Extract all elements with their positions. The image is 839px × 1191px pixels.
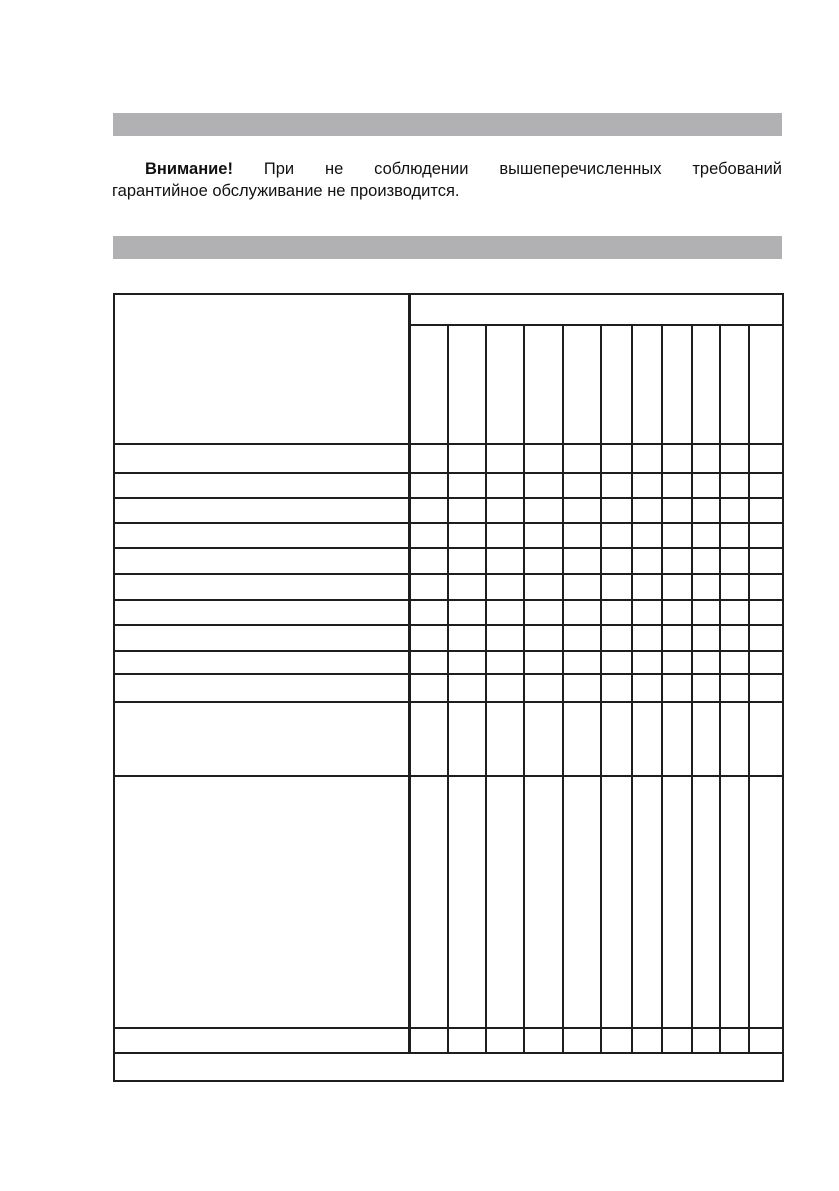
body-cell bbox=[448, 1028, 486, 1053]
body-cell bbox=[662, 600, 692, 625]
row-label-cell bbox=[114, 444, 409, 473]
body-cell bbox=[632, 625, 662, 651]
body-cell bbox=[692, 625, 720, 651]
body-cell bbox=[448, 523, 486, 548]
body-cell bbox=[662, 574, 692, 600]
body-cell bbox=[524, 674, 563, 702]
body-cell bbox=[563, 548, 601, 574]
body-cell bbox=[409, 651, 448, 674]
body-cell bbox=[632, 776, 662, 1028]
body-cell bbox=[632, 498, 662, 523]
row-label-cell bbox=[114, 548, 409, 574]
body-cell bbox=[409, 674, 448, 702]
body-cell bbox=[409, 1028, 448, 1053]
body-cell bbox=[524, 498, 563, 523]
body-cell bbox=[632, 523, 662, 548]
body-cell bbox=[409, 548, 448, 574]
body-cell bbox=[749, 776, 783, 1028]
row-label-cell bbox=[114, 473, 409, 498]
body-cell bbox=[632, 702, 662, 776]
body-cell bbox=[601, 674, 632, 702]
body-cell bbox=[632, 548, 662, 574]
body-cell bbox=[692, 574, 720, 600]
body-cell bbox=[448, 651, 486, 674]
body-cell bbox=[601, 776, 632, 1028]
body-cell bbox=[662, 498, 692, 523]
body-cell bbox=[601, 574, 632, 600]
body-cell bbox=[486, 444, 524, 473]
body-cell bbox=[749, 625, 783, 651]
warning-text-line1: При не соблюдении вышеперечисленных требований bbox=[263, 160, 782, 178]
body-cell bbox=[662, 548, 692, 574]
body-cell bbox=[486, 674, 524, 702]
column-header-cell bbox=[524, 325, 563, 444]
body-cell bbox=[601, 600, 632, 625]
body-cell bbox=[524, 702, 563, 776]
body-cell bbox=[563, 674, 601, 702]
body-cell bbox=[563, 523, 601, 548]
body-cell bbox=[720, 600, 749, 625]
body-cell bbox=[749, 548, 783, 574]
body-cell bbox=[632, 674, 662, 702]
spanning-header-cell bbox=[409, 294, 783, 325]
body-cell bbox=[448, 498, 486, 523]
body-cell bbox=[692, 776, 720, 1028]
row-label-cell bbox=[114, 625, 409, 651]
body-cell bbox=[720, 674, 749, 702]
column-header-cell bbox=[448, 325, 486, 444]
body-cell bbox=[720, 651, 749, 674]
body-cell bbox=[692, 674, 720, 702]
body-cell bbox=[749, 473, 783, 498]
warning-line-1 bbox=[112, 158, 782, 180]
column-header-cell bbox=[692, 325, 720, 444]
body-cell bbox=[563, 651, 601, 674]
section-divider-bar-top bbox=[113, 113, 782, 136]
body-cell bbox=[524, 473, 563, 498]
body-cell bbox=[749, 600, 783, 625]
body-cell bbox=[563, 473, 601, 498]
body-cell bbox=[601, 444, 632, 473]
column-header-cell bbox=[409, 325, 448, 444]
body-cell bbox=[720, 776, 749, 1028]
body-cell bbox=[486, 625, 524, 651]
body-cell bbox=[486, 574, 524, 600]
body-cell bbox=[524, 548, 563, 574]
body-cell bbox=[632, 1028, 662, 1053]
row-label-cell bbox=[114, 523, 409, 548]
body-cell bbox=[662, 523, 692, 548]
warning-text-line2: гарантийное обслуживание не производится. bbox=[112, 182, 460, 200]
column-header-cell bbox=[749, 325, 783, 444]
column-header-cell bbox=[662, 325, 692, 444]
body-cell bbox=[524, 776, 563, 1028]
row-label-cell bbox=[114, 651, 409, 674]
body-cell bbox=[632, 444, 662, 473]
body-cell bbox=[720, 548, 749, 574]
body-cell bbox=[409, 600, 448, 625]
body-cell bbox=[409, 702, 448, 776]
row-label-cell bbox=[114, 600, 409, 625]
body-cell bbox=[662, 625, 692, 651]
body-cell bbox=[692, 444, 720, 473]
body-cell bbox=[409, 625, 448, 651]
row-label-cell bbox=[114, 674, 409, 702]
body-cell bbox=[563, 702, 601, 776]
body-cell bbox=[662, 702, 692, 776]
body-cell bbox=[662, 651, 692, 674]
body-cell bbox=[692, 498, 720, 523]
body-cell bbox=[720, 498, 749, 523]
body-cell bbox=[563, 444, 601, 473]
row-label-cell bbox=[114, 498, 409, 523]
column-header-cell bbox=[601, 325, 632, 444]
body-cell bbox=[749, 444, 783, 473]
body-cell bbox=[601, 1028, 632, 1053]
body-cell bbox=[486, 600, 524, 625]
body-cell bbox=[632, 574, 662, 600]
body-cell bbox=[662, 1028, 692, 1053]
body-cell bbox=[563, 625, 601, 651]
body-cell bbox=[720, 444, 749, 473]
body-cell bbox=[486, 776, 524, 1028]
body-cell bbox=[524, 651, 563, 674]
body-cell bbox=[409, 523, 448, 548]
body-cell bbox=[720, 473, 749, 498]
body-cell bbox=[720, 523, 749, 548]
body-cell bbox=[524, 1028, 563, 1053]
body-cell bbox=[448, 674, 486, 702]
body-cell bbox=[486, 523, 524, 548]
body-cell bbox=[524, 625, 563, 651]
body-cell bbox=[662, 674, 692, 702]
body-cell bbox=[563, 498, 601, 523]
body-cell bbox=[692, 548, 720, 574]
body-cell bbox=[749, 574, 783, 600]
body-cell bbox=[409, 776, 448, 1028]
body-cell bbox=[486, 702, 524, 776]
body-cell bbox=[692, 651, 720, 674]
body-cell bbox=[720, 702, 749, 776]
body-cell bbox=[448, 444, 486, 473]
body-cell bbox=[692, 473, 720, 498]
body-cell bbox=[749, 702, 783, 776]
body-cell bbox=[448, 600, 486, 625]
body-cell bbox=[524, 444, 563, 473]
body-cell bbox=[692, 600, 720, 625]
footer-cell bbox=[114, 1053, 783, 1081]
body-cell bbox=[486, 473, 524, 498]
body-cell bbox=[692, 1028, 720, 1053]
column-header-cell bbox=[486, 325, 524, 444]
body-cell bbox=[720, 574, 749, 600]
body-cell bbox=[749, 651, 783, 674]
body-cell bbox=[448, 776, 486, 1028]
warning-label: Внимание! bbox=[145, 160, 233, 178]
body-cell bbox=[448, 574, 486, 600]
body-cell bbox=[632, 473, 662, 498]
body-cell bbox=[409, 574, 448, 600]
body-cell bbox=[692, 523, 720, 548]
body-cell bbox=[662, 444, 692, 473]
body-cell bbox=[749, 523, 783, 548]
maintenance-record-table bbox=[113, 293, 784, 1082]
row-label-cell bbox=[114, 702, 409, 776]
warning-paragraph bbox=[112, 158, 782, 202]
body-cell bbox=[601, 651, 632, 674]
body-cell bbox=[448, 548, 486, 574]
body-cell bbox=[486, 548, 524, 574]
body-cell bbox=[524, 523, 563, 548]
body-cell bbox=[601, 625, 632, 651]
body-cell bbox=[662, 776, 692, 1028]
body-cell bbox=[486, 651, 524, 674]
row-label-cell bbox=[114, 1028, 409, 1053]
body-cell bbox=[749, 498, 783, 523]
body-cell bbox=[601, 702, 632, 776]
body-cell bbox=[692, 702, 720, 776]
body-cell bbox=[601, 473, 632, 498]
body-cell bbox=[448, 473, 486, 498]
body-cell bbox=[749, 674, 783, 702]
left-header-cell bbox=[114, 294, 409, 444]
column-header-cell bbox=[632, 325, 662, 444]
column-header-cell bbox=[720, 325, 749, 444]
body-cell bbox=[749, 1028, 783, 1053]
body-cell bbox=[563, 1028, 601, 1053]
body-cell bbox=[409, 498, 448, 523]
body-cell bbox=[448, 702, 486, 776]
body-cell bbox=[448, 625, 486, 651]
row-label-cell bbox=[114, 776, 409, 1028]
body-cell bbox=[601, 498, 632, 523]
body-cell bbox=[601, 548, 632, 574]
body-cell bbox=[563, 776, 601, 1028]
body-cell bbox=[524, 600, 563, 625]
body-cell bbox=[524, 574, 563, 600]
body-cell bbox=[486, 1028, 524, 1053]
row-label-cell bbox=[114, 574, 409, 600]
body-cell bbox=[486, 498, 524, 523]
body-cell bbox=[601, 523, 632, 548]
section-divider-bar-bottom bbox=[113, 236, 782, 259]
body-cell bbox=[720, 625, 749, 651]
column-header-cell bbox=[563, 325, 601, 444]
body-cell bbox=[409, 444, 448, 473]
body-cell bbox=[632, 651, 662, 674]
body-cell bbox=[632, 600, 662, 625]
body-cell bbox=[409, 473, 448, 498]
body-cell bbox=[720, 1028, 749, 1053]
body-cell bbox=[563, 574, 601, 600]
body-cell bbox=[563, 600, 601, 625]
body-cell bbox=[662, 473, 692, 498]
